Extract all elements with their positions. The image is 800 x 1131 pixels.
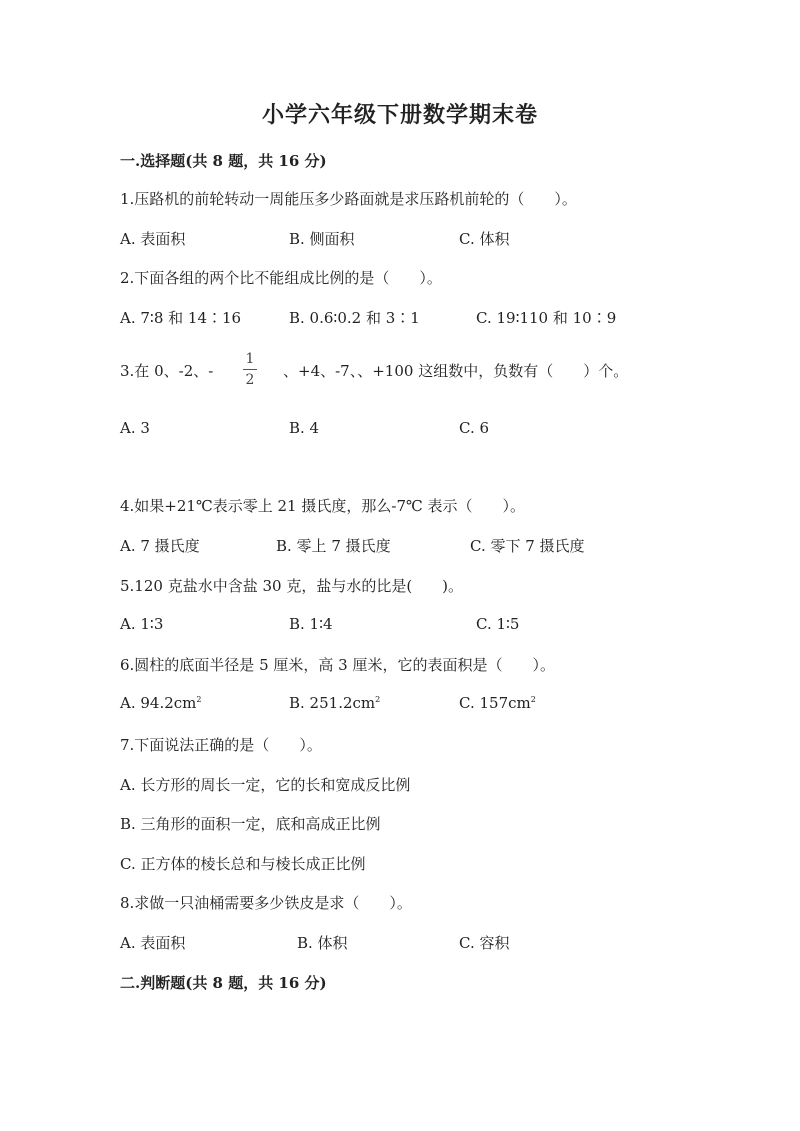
fraction-numerator: 1: [245, 351, 255, 367]
question-6-option-b: [289, 694, 380, 712]
page-title: 小学六年级下册数学期末卷: [261, 102, 538, 128]
question-3-option-a: A. 3: [120, 419, 150, 437]
question-3-option-c: C. 6: [459, 419, 490, 437]
question-1-option-a: A. 表面积: [120, 230, 186, 248]
question-5-stem: 5.120 克盐水中含盐 30 克，盐与水的比是( )。: [120, 577, 464, 595]
fraction-bar: [243, 369, 257, 370]
section-heading-judgment: 二.判断题(共 8 题，共 16 分): [120, 974, 327, 992]
question-6-stem: 6.圆柱的底面半径是 5 厘米，高 3 厘米，它的表面积是（ ）。: [120, 656, 555, 674]
question-6-option-c: [459, 694, 536, 712]
question-8-option-a: A. 表面积: [120, 934, 186, 952]
question-3-fraction: [243, 351, 257, 388]
question-6-option-a: [120, 694, 202, 712]
question-3-stem-before: 3.在 0、-2、-: [120, 362, 214, 380]
question-2-option-c: C. 19∶110 和 10∶9: [476, 309, 617, 327]
question-8-stem: 8.求做一只油桶需要多少铁皮是求（ ）。: [120, 894, 412, 912]
question-7-option-a: A. 长方形的周长一定，它的长和宽成反比例: [120, 776, 411, 794]
unit-exponent: 2: [530, 695, 536, 704]
question-3-stem-after: 、+4、-7、、+100 这组数中，负数有（ ）个。: [283, 362, 629, 380]
question-4-option-c: C. 零下 7 摄氏度: [470, 537, 585, 555]
question-2-option-a: A. 7∶8 和 14∶16: [120, 309, 242, 327]
question-3-option-b: B. 4: [289, 419, 320, 437]
question-2-stem: 2.下面各组的两个比不能组成比例的是（ ）。: [120, 269, 442, 287]
question-1-option-b: B. 侧面积: [289, 230, 355, 248]
question-1-option-c: C. 体积: [459, 230, 510, 248]
fraction-denominator: 2: [245, 372, 255, 388]
option-text: B. 251.2cm: [289, 694, 376, 712]
question-5-option-b: B. 1∶4: [289, 615, 333, 633]
question-4-option-a: A. 7 摄氏度: [120, 537, 200, 555]
question-8-option-c: C. 容积: [459, 934, 510, 952]
question-7-option-b: B. 三角形的面积一定，底和高成正比例: [120, 815, 381, 833]
question-5-option-c: C. 1∶5: [476, 615, 520, 633]
question-1-stem: 1.压路机的前轮转动一周能压多少路面就是求压路机前轮的（ ）。: [120, 190, 577, 208]
question-7-stem: 7.下面说法正确的是（ ）。: [120, 736, 322, 754]
question-5-option-a: A. 1∶3: [120, 615, 164, 633]
question-2-option-b: B. 0.6∶0.2 和 3∶1: [289, 309, 420, 327]
section-heading-choice: 一.选择题(共 8 题，共 16 分): [120, 152, 327, 170]
question-8-option-b: B. 体积: [297, 934, 348, 952]
question-4-option-b: B. 零上 7 摄氏度: [276, 537, 391, 555]
question-4-stem: 4.如果+21℃表示零上 21 摄氏度，那么-7℃ 表示（ ）。: [120, 497, 526, 515]
option-text: A. 94.2cm: [120, 694, 197, 712]
unit-exponent: 2: [196, 695, 202, 704]
question-7-option-c: C. 正方体的棱长总和与棱长成正比例: [120, 855, 366, 873]
unit-exponent: 2: [375, 695, 381, 704]
option-text: C. 157cm: [459, 694, 531, 712]
